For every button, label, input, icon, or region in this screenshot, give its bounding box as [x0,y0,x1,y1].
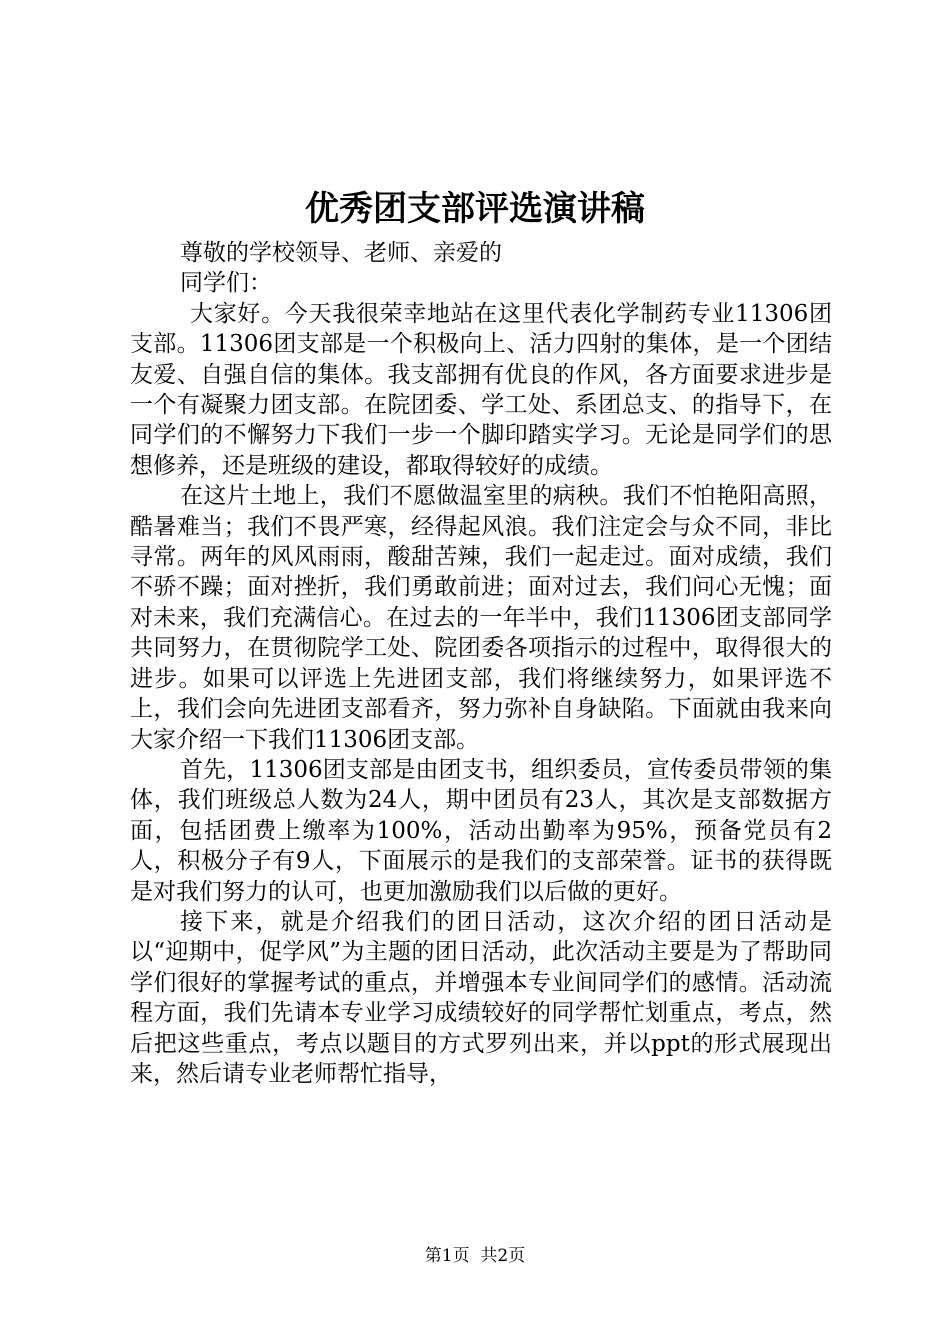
paragraph-1: 大家好。今天我很荣幸地站在这里代表化学制药专业11306团支部。11306团支部是一个积极向上、活力四射的集体，是一个团结友爱、自强自信的集体。我支部拥有优良的作风，各方面要求进步是一个有凝聚力团支部。在院团委、学工处、系团总支、的指导下，在同学们的不懈努力下我们一步一个脚印踏实学习。无论是同学们的思想修养，还是班级的建设，都取得较好的成绩。 [130,300,832,479]
paragraph-4: 接下来，就是介绍我们的团日活动，这次介绍的团日活动是以“迎期中，促学风”为主题的团日活动，此次活动主要是为了帮助同学们很好的掌握考试的重点，并增强本专业间同学们的感情。活动流程方面，我们先请本专业学习成绩较好的同学帮忙划重点，考点，然后把这些重点，考点以题目的方式罗列出来，并以ppt的形式展现出来，然后请专业老师帮忙指导， [130,908,832,1087]
salutation-line-1: 尊敬的学校领导、老师、亲爱的 [180,240,502,266]
document-body [130,238,832,1089]
salutation-line-2: 同学们： [180,270,272,297]
document-title: 优秀团支部评选演讲稿 [305,189,645,229]
paragraph-2: 在这片土地上，我们不愿做温室里的病秧。我们不怕艳阳高照，酷暑难当；我们不畏严寒，经得起风浪。我们注定会与众不同，非比寻常。两年的风风雨雨，酸甜苦辣，我们一起走过。面对成绩，我们不骄不躁；面对挫折，我们勇敢前进；面对过去，我们问心无愧；面对未来，我们充满信心。在过去的一年半中，我们11306团支部同学共同努力，在贯彻院学工处、院团委各项指示的过程中，取得很大的进步。如果可以评选上先进团支部，我们将继续努力，如果评选不上，我们会向先进团支部看齐，努力弥补自身缺陷。下面就由我来向大家介绍一下我们11306团支部。 [130,483,832,753]
paragraph-3: 首先，11306团支部是由团支书，组织委员，宣传委员带领的集体，我们班级总人数为24人，期中团员有23人，其次是支部数据方面，包括团费上缴率为100%，活动出勤率为95%，预备党员有2人，积极分子有9人，下面展示的是我们的支部荣誉。证书的获得既是对我们努力的认可，也更加激励我们以后做的更好。 [130,756,832,905]
page-footer: 第1页 共2页 [424,1246,526,1266]
